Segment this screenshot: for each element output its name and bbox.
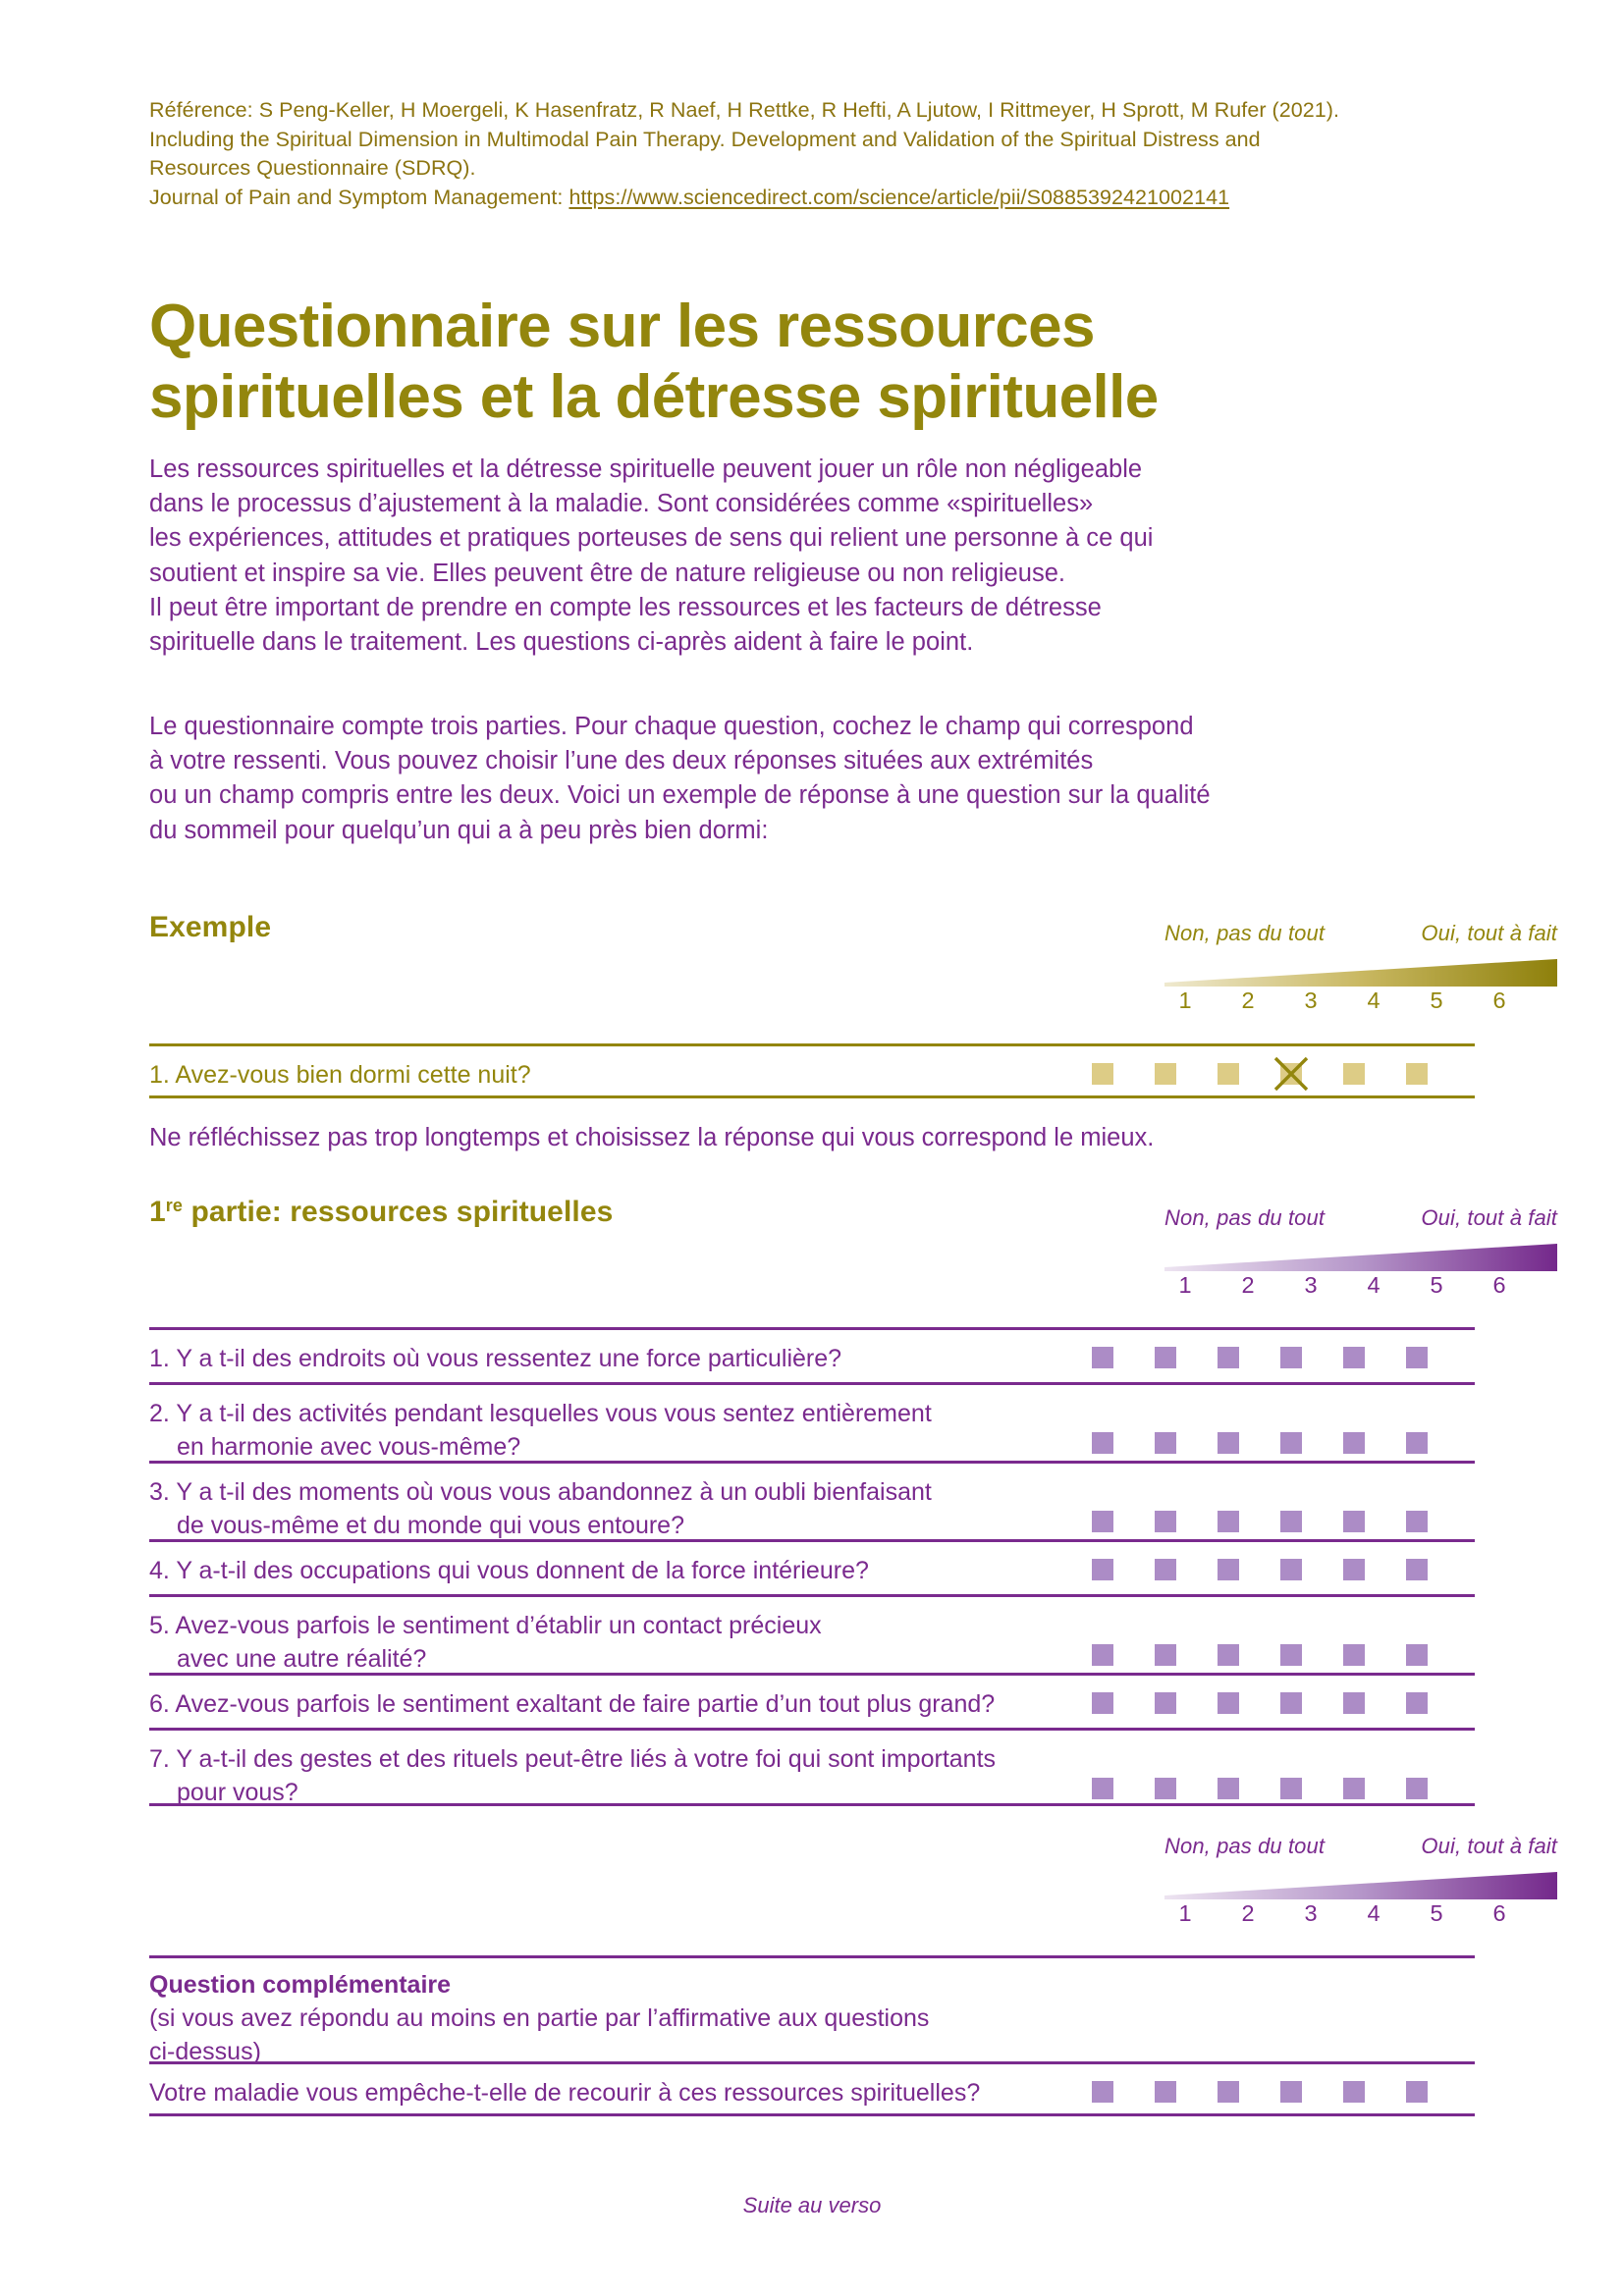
answer-checkbox-6[interactable] [1406, 1692, 1428, 1714]
scale-number-3: 3 [1304, 1900, 1318, 1926]
page-footer: Suite au verso [742, 2193, 882, 2217]
scale-label-left: Non, pas du tout [1164, 1834, 1326, 1858]
scale-number-5: 5 [1430, 1900, 1443, 1926]
journal-label: Journal of Pain and Symptom Management: [149, 185, 569, 209]
intro2-line-3: ou un champ compris entre les deux. Voici un exemple de réponse à une question sur la qualité [149, 781, 1211, 810]
scale-numbers [1164, 1272, 1557, 1304]
scale-number-6: 6 [1492, 988, 1506, 1013]
answer-checkbox-4[interactable] [1280, 1644, 1302, 1666]
example-question-text [149, 1058, 1131, 1092]
intro-paragraph-2 [149, 710, 1435, 848]
answer-boxes [1082, 1330, 1475, 1382]
answer-checkbox-4[interactable] [1280, 2081, 1302, 2103]
answer-checkbox-4[interactable] [1280, 1347, 1302, 1368]
intro1-line-2: dans le processus d’ajustement à la maladie. Sont considérées comme «spirituelles» [149, 490, 1094, 518]
question-text [149, 1687, 1131, 1721]
answer-checkbox-5[interactable] [1343, 1347, 1365, 1368]
question-text [149, 1397, 1131, 1464]
scale-numbers [1164, 1900, 1557, 1932]
scale-header-supplementary [1164, 1834, 1557, 1932]
answer-checkbox-3[interactable] [1218, 1778, 1239, 1799]
table-row [149, 1728, 1475, 1806]
answer-checkbox-4[interactable] [1280, 1432, 1302, 1454]
answer-checkbox-1[interactable] [1092, 1559, 1113, 1580]
answer-checkbox-6[interactable] [1406, 1559, 1428, 1580]
question-line: 1. Y a t-il des endroits où vous ressentez une force particulière? [149, 1345, 842, 1372]
answer-checkbox-2[interactable] [1155, 2081, 1176, 2103]
intro1-line-1: Les ressources spirituelles et la détresse spirituelle peuvent jouer un rôle non négligeable [149, 455, 1143, 483]
answer-checkbox-5[interactable] [1343, 1644, 1365, 1666]
intro1-line-3: les expériences, attitudes et pratiques porteuses de sens qui relient une personne à ce qui [149, 524, 1154, 553]
answer-checkbox-5[interactable] [1343, 1692, 1365, 1714]
answer-checkbox-6[interactable] [1406, 1063, 1428, 1085]
table-row [149, 1043, 1475, 1098]
answer-checkbox-2[interactable] [1155, 1559, 1176, 1580]
answer-boxes [1082, 1542, 1475, 1594]
scale-labels [1164, 1205, 1557, 1235]
scale-gradient-wedge-icon [1164, 1870, 1557, 1899]
part1-question-table [149, 1327, 1475, 1806]
scale-gradient-wedge-icon [1164, 957, 1557, 987]
answer-checkbox-4[interactable] [1280, 1778, 1302, 1799]
scale-label-right: Oui, tout à fait [1421, 1834, 1557, 1858]
part1-heading-rest: partie: ressources spirituelles [183, 1196, 614, 1228]
reference-line-4 [149, 184, 1485, 213]
answer-checkbox-3[interactable] [1218, 1644, 1239, 1666]
scale-number-1: 1 [1178, 1900, 1192, 1926]
example-answer-boxes [1082, 1046, 1475, 1095]
answer-checkbox-3[interactable] [1218, 1347, 1239, 1368]
scale-number-3: 3 [1304, 988, 1318, 1013]
intro1-line-6: spirituelle dans le traitement. Les questions ci-après aident à faire le point. [149, 628, 974, 657]
scale-number-2: 2 [1241, 988, 1255, 1013]
reference-line-3: Resources Questionnaire (SDRQ). [149, 156, 476, 180]
reference-line-2: Including the Spiritual Dimension in Multimodal Pain Therapy. Development and Validation of the Spiritual Distress and [149, 127, 1261, 151]
scale-header-example [1164, 921, 1557, 1019]
reference-url-link[interactable]: https://www.sciencedirect.com/science/article/pii/S0885392421002141 [568, 185, 1230, 209]
question-text [149, 1742, 1131, 1809]
scale-number-3: 3 [1304, 1272, 1318, 1298]
supplementary-question-text [149, 2076, 1131, 2109]
answer-checkbox-5[interactable] [1343, 1511, 1365, 1532]
reference-line-1: Référence: S Peng-Keller, H Moergeli, K Hasenfratz, R Naef, H Rettke, R Hefti, A Ljutow, I Rittmeyer, H Sprott, M Rufer (2021). [149, 98, 1340, 122]
question-line: 6. Avez-vous parfois le sentiment exaltant de faire partie d’un tout plus grand? [149, 1690, 996, 1718]
instruction-note: Ne réfléchissez pas trop longtemps et choisissez la réponse qui vous correspond le mieux. [149, 1124, 1155, 1151]
part1-heading-ordinal-sup: re [165, 1196, 184, 1216]
answer-checkbox-4[interactable] [1280, 1692, 1302, 1714]
reference-block [149, 96, 1485, 212]
example-section-heading: Exemple [149, 911, 272, 943]
answer-checkbox-6[interactable] [1406, 2081, 1428, 2103]
supplementary-heading-row [149, 1955, 1475, 2065]
answer-checkbox-3[interactable] [1218, 1432, 1239, 1454]
answer-boxes [1082, 1597, 1475, 1673]
answer-checkbox-1[interactable] [1092, 1511, 1113, 1532]
scale-label-right: Oui, tout à fait [1421, 921, 1557, 945]
page-title [149, 292, 1524, 433]
supplementary-heading: Question complémentaire [149, 1971, 452, 1999]
question-line: 3. Y a t-il des moments où vous vous abandonnez à un oubli bienfaisant [149, 1478, 932, 1506]
supplementary-subtitle-line-1: (si vous avez répondu au moins en partie par l’affirmative aux questions [149, 2004, 930, 2032]
question-text [149, 1609, 1131, 1676]
scale-gradient-wedge-icon [1164, 1242, 1557, 1271]
question-text [149, 1475, 1131, 1542]
table-row [149, 1673, 1475, 1728]
answer-checkbox-6[interactable] [1406, 1644, 1428, 1666]
answer-checkbox-3[interactable] [1218, 1063, 1239, 1085]
question-line: 5. Avez-vous parfois le sentiment d’établir un contact précieux [149, 1612, 822, 1639]
intro1-line-4: soutient et inspire sa vie. Elles peuvent être de nature religieuse ou non religieuse. [149, 559, 1066, 587]
scale-numbers [1164, 988, 1557, 1019]
answer-checkbox-2[interactable] [1155, 1511, 1176, 1532]
answer-checkbox-3[interactable] [1218, 1692, 1239, 1714]
table-row [149, 1461, 1475, 1539]
scale-number-4: 4 [1367, 1900, 1380, 1926]
scale-number-6: 6 [1492, 1272, 1506, 1298]
answer-checkbox-5[interactable] [1343, 2081, 1365, 2103]
answer-checkbox-1[interactable] [1092, 1644, 1113, 1666]
answer-checkbox-1[interactable] [1092, 1432, 1113, 1454]
supplementary-question-line: Votre maladie vous empêche-t-elle de recourir à ces ressources spirituelles? [149, 2079, 981, 2107]
answer-checkbox-5[interactable] [1343, 1559, 1365, 1580]
supplementary-answer-boxes [1082, 2064, 1475, 2113]
part1-section-heading [149, 1196, 613, 1229]
page-title-line-2: spirituelles et la détresse spirituelle [149, 362, 1159, 431]
question-line: avec une autre réalité? [177, 1645, 427, 1673]
supplementary-heading-text [149, 1968, 1131, 2068]
scale-number-1: 1 [1178, 988, 1192, 1013]
question-text [149, 1554, 1131, 1587]
table-row [149, 1327, 1475, 1382]
scale-header-part1 [1164, 1205, 1557, 1304]
answer-checkbox-1[interactable] [1092, 2081, 1113, 2103]
example-question-table [149, 1043, 1475, 1098]
answer-boxes [1082, 1385, 1475, 1461]
table-row [149, 1382, 1475, 1461]
scale-number-2: 2 [1241, 1272, 1255, 1298]
answer-checkbox-2[interactable] [1155, 1778, 1176, 1799]
x-mark-icon [1272, 1054, 1311, 1094]
scale-number-6: 6 [1492, 1900, 1506, 1926]
answer-checkbox-1[interactable] [1092, 1692, 1113, 1714]
scale-label-left: Non, pas du tout [1164, 1205, 1326, 1230]
intro2-line-2: à votre ressenti. Vous pouvez choisir l’une des deux réponses situées aux extrémités [149, 747, 1094, 775]
scale-label-right: Oui, tout à fait [1421, 1205, 1557, 1230]
scale-labels [1164, 1834, 1557, 1863]
answer-checkbox-2[interactable] [1155, 1692, 1176, 1714]
supplementary-subtitle-line-2: ci-dessus) [149, 2038, 261, 2065]
scale-number-2: 2 [1241, 1900, 1255, 1926]
scale-label-left: Non, pas du tout [1164, 921, 1326, 945]
answer-checkbox-3[interactable] [1218, 1559, 1239, 1580]
answer-checkbox-2[interactable] [1155, 1644, 1176, 1666]
answer-checkbox-2[interactable] [1155, 1432, 1176, 1454]
table-row [149, 1594, 1475, 1673]
scale-labels [1164, 921, 1557, 950]
question-line: en harmonie avec vous-même? [177, 1433, 521, 1461]
part1-heading-number: 1 [149, 1196, 166, 1228]
answer-boxes [1082, 1731, 1475, 1803]
question-line: 7. Y a-t-il des gestes et des rituels peut-être liés à votre foi qui sont importants [149, 1745, 997, 1773]
scale-number-1: 1 [1178, 1272, 1192, 1298]
answer-checkbox-1[interactable] [1092, 1347, 1113, 1368]
answer-checkbox-6[interactable] [1406, 1511, 1428, 1532]
answer-checkbox-2[interactable] [1155, 1347, 1176, 1368]
answer-checkbox-5[interactable] [1343, 1432, 1365, 1454]
question-line: de vous-même et du monde qui vous entoure? [177, 1512, 684, 1539]
answer-checkbox-1[interactable] [1092, 1063, 1113, 1085]
answer-checkbox-5[interactable] [1343, 1063, 1365, 1085]
example-question-line: 1. Avez-vous bien dormi cette nuit? [149, 1061, 531, 1089]
answer-checkbox-4[interactable] [1280, 1559, 1302, 1580]
question-text [149, 1342, 1131, 1375]
page-title-line-1: Questionnaire sur les ressources [149, 292, 1095, 360]
question-line: pour vous? [177, 1779, 298, 1806]
table-row [149, 1539, 1475, 1594]
answer-boxes [1082, 1464, 1475, 1539]
supplementary-question-table [149, 1955, 1475, 2116]
answer-checkbox-5[interactable] [1343, 1778, 1365, 1799]
answer-checkbox-4[interactable] [1280, 1511, 1302, 1532]
intro2-line-1: Le questionnaire compte trois parties. Pour chaque question, cochez le champ qui correspond [149, 713, 1194, 740]
intro1-line-5: Il peut être important de prendre en compte les ressources et les facteurs de détresse [149, 593, 1102, 621]
answer-checkbox-4-selected[interactable] [1280, 1063, 1302, 1085]
table-row [149, 2061, 1475, 2116]
answer-checkbox-1[interactable] [1092, 1778, 1113, 1799]
intro2-line-4: du sommeil pour quelqu’un qui a à peu près bien dormi: [149, 816, 769, 844]
answer-checkbox-6[interactable] [1406, 1778, 1428, 1799]
scale-number-4: 4 [1367, 988, 1380, 1013]
question-line: 2. Y a t-il des activités pendant lesquelles vous vous sentez entièrement [149, 1400, 932, 1427]
scale-number-5: 5 [1430, 1272, 1443, 1298]
scale-number-5: 5 [1430, 988, 1443, 1013]
answer-boxes [1082, 1676, 1475, 1728]
scale-number-4: 4 [1367, 1272, 1380, 1298]
answer-checkbox-6[interactable] [1406, 1432, 1428, 1454]
answer-checkbox-3[interactable] [1218, 1511, 1239, 1532]
answer-checkbox-2[interactable] [1155, 1063, 1176, 1085]
answer-checkbox-6[interactable] [1406, 1347, 1428, 1368]
intro-paragraph-1 [149, 453, 1435, 660]
question-line: 4. Y a-t-il des occupations qui vous donnent de la force intérieure? [149, 1557, 869, 1584]
answer-checkbox-3[interactable] [1218, 2081, 1239, 2103]
